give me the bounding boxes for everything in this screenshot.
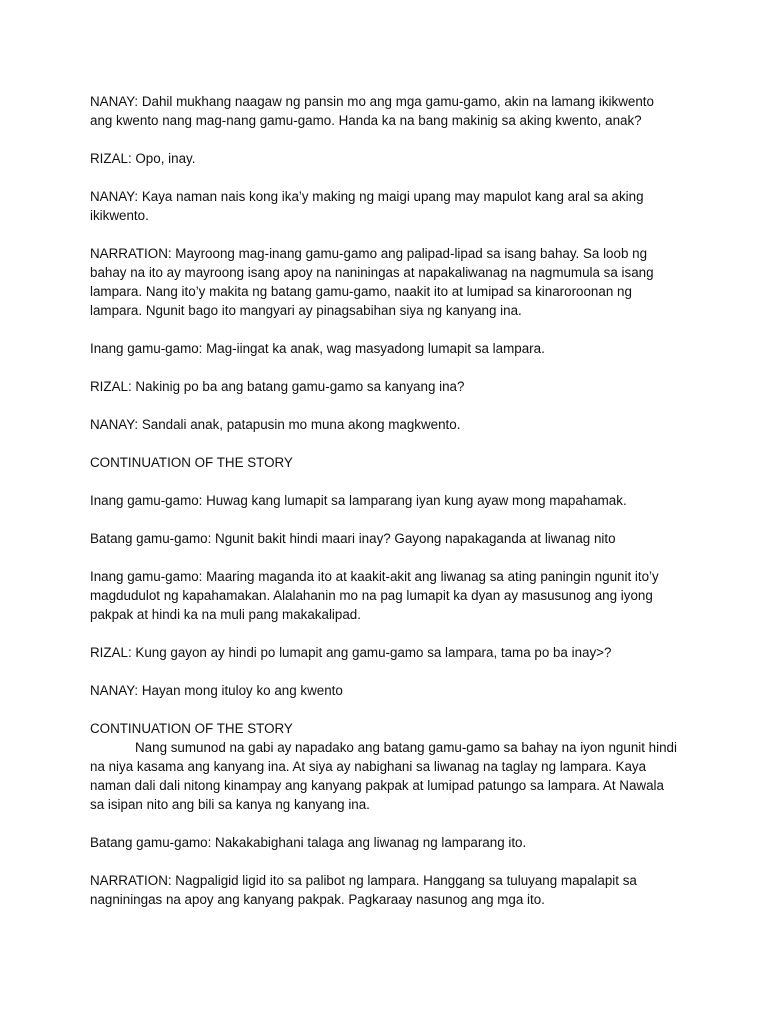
paragraph-nanay-intro: NANAY: Dahil mukhang naagaw ng pansin mo ang mga gamu-gamo, akin na lamang ikikwento ang kwento nang mag-nang gamu-gamo. Handa ka na bang makinig sa aking kwento, anak? <box>90 94 654 128</box>
paragraph-inang-warning-1: Inang gamu-gamo: Mag-iingat ka anak, wag masyadong lumapit sa lampara. <box>90 341 545 356</box>
paragraph-rizal-opo: RIZAL: Opo, inay. <box>90 151 196 166</box>
paragraph-rizal-question-1: RIZAL: Nakinig po ba ang batang gamu-gamo sa kanyang ina? <box>90 379 465 394</box>
document-page <box>90 92 680 928</box>
paragraph-narration-2: NARRATION: Nagpaligid ligid ito sa palibot ng lampara. Hanggang sa tuluyang mapalapit sa nagniningas na apoy ang kanyang pakpak. Pagkaraay nasunog ang mga ito. <box>90 873 637 907</box>
paragraph-nanay-continue: NANAY: Hayan mong ituloy ko ang kwento <box>90 683 343 698</box>
paragraph-inang-warning-2: Inang gamu-gamo: Huwag kang lumapit sa lamparang iyan kung ayaw mong mapahamak. <box>90 493 627 508</box>
paragraph-nanay-listen: NANAY: Kaya naman nais kong ika’y making ng maigi upang may mapulot kang aral sa aking ikikwento. <box>90 189 644 223</box>
paragraph-story-next-night: Nang sumunod na gabi ay napadako ang batang gamu-gamo sa bahay na iyon ngunit hindi na niya kasama ang kanyang ina. At siya ay nabighani sa liwanag na taglay ng lampara. Kaya naman dali dali nitong kinampay ang kanyang pakpak at lumipad patungo sa lampara. At Nawala sa isipan nito ang bili sa kanya ng kanyang ina. <box>90 740 677 812</box>
section-heading-continuation-1: CONTINUATION OF THE STORY <box>90 455 293 470</box>
paragraph-nanay-wait: NANAY: Sandali anak, patapusin mo muna akong magkwento. <box>90 417 461 432</box>
section-heading-continuation-2: CONTINUATION OF THE STORY <box>90 721 293 736</box>
paragraph-batang-question: Batang gamu-gamo: Ngunit bakit hindi maari inay? Gayong napakaganda at liwanag nito <box>90 531 616 546</box>
paragraph-batang-enchanted: Batang gamu-gamo: Nakakabighani talaga ang liwanag ng lamparang ito. <box>90 835 527 850</box>
paragraph-inang-explain: Inang gamu-gamo: Maaring maganda ito at kaakit-akit ang liwanag sa ating paningin ngunit ito’y magdudulot ng kapahamakan. Alalahanin mo na pag lumapit ka dyan ay masusunog ang iyong pakpak at hindi ka na muli pang makakalipad. <box>90 569 659 622</box>
paragraph-rizal-question-2: RIZAL: Kung gayon ay hindi po lumapit ang gamu-gamo sa lampara, tama po ba inay>? <box>90 645 612 660</box>
paragraph-narration-1: NARRATION: Mayroong mag-inang gamu-gamo ang palipad-lipad sa isang bahay. Sa loob ng bahay na ito ay mayroong isang apoy na naniningas at napakaliwanag na nagmumula sa isang lampara. Nang ito’y makita ng batang gamu-gamo, naakit ito at lumipad sa kinaroroonan ng lampara. Ngunit bago ito mangyari ay pinagsabihan siya ng kanyang ina. <box>90 246 654 318</box>
